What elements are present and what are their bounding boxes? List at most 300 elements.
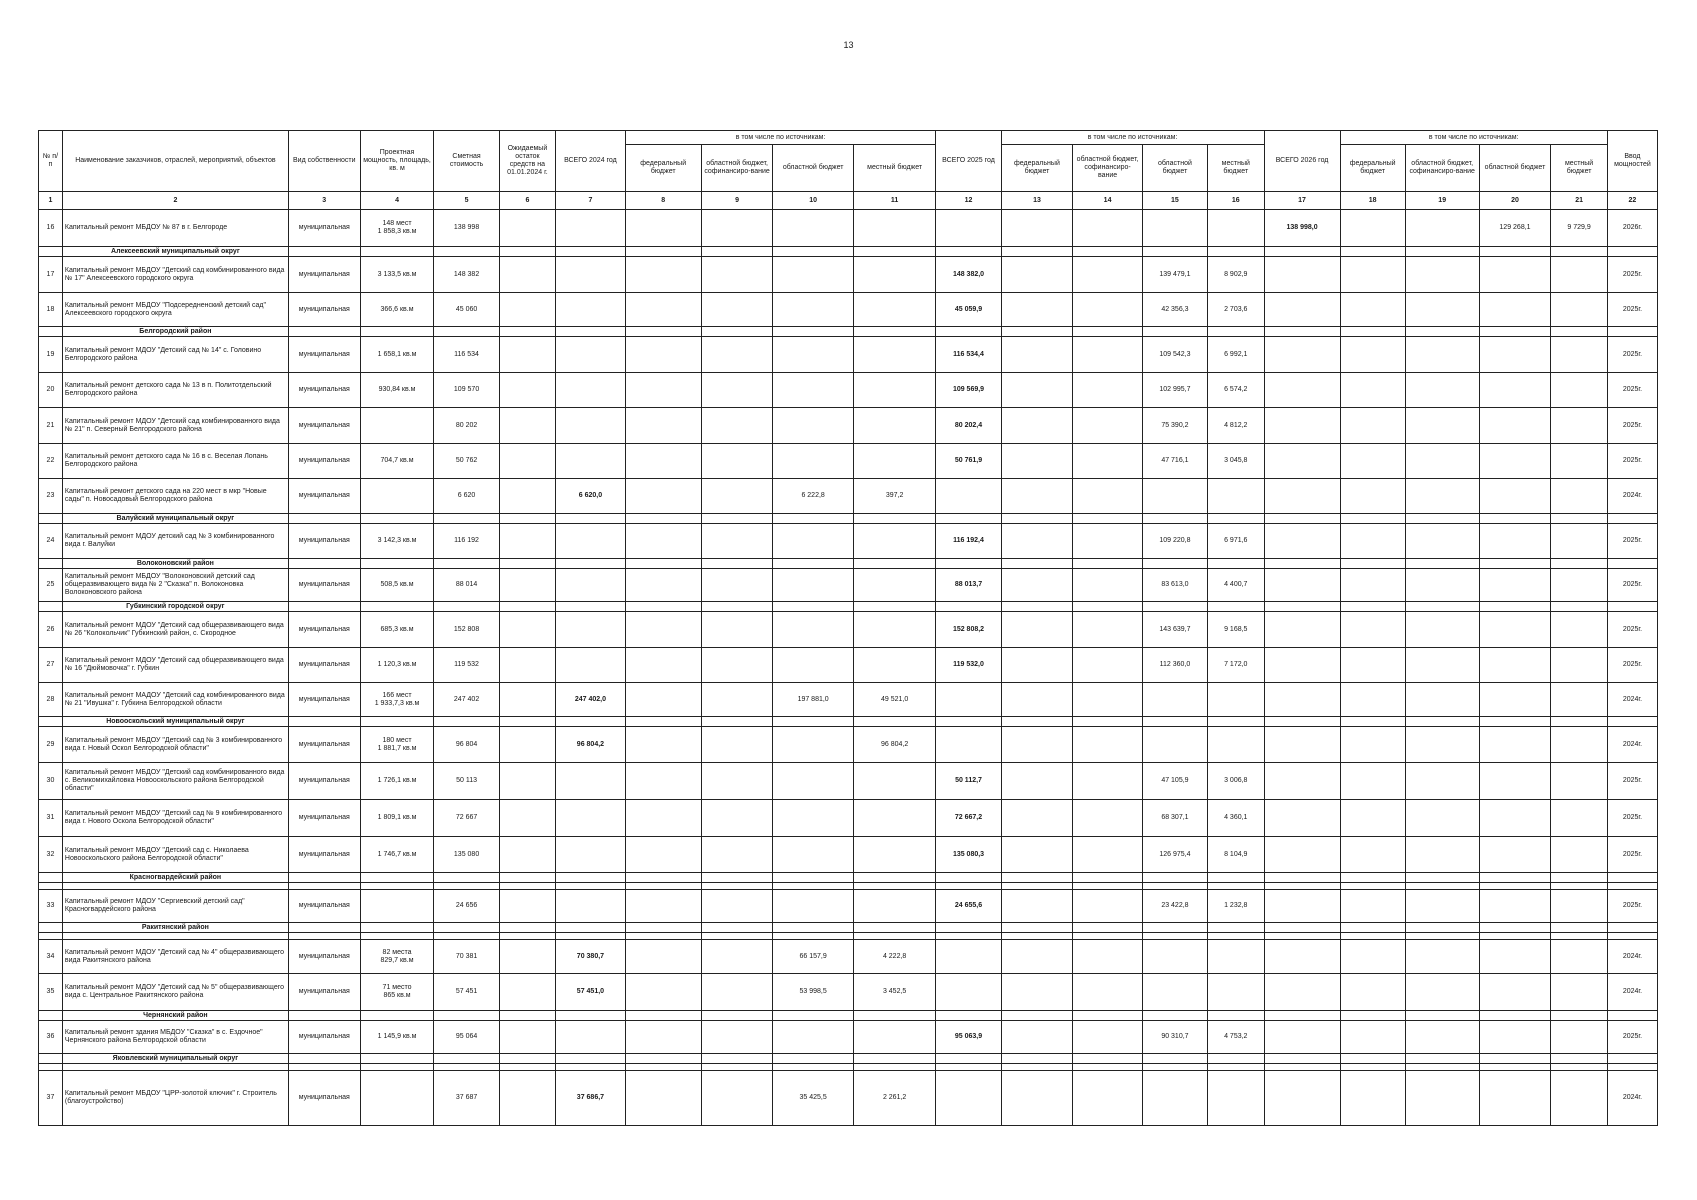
column-number: 22: [1607, 192, 1657, 210]
oblast-2026: [1479, 1021, 1551, 1054]
local-2024: 4 222,8: [853, 940, 936, 974]
federal-2025-header: федеральный бюджет: [1001, 145, 1073, 192]
federal-2026: [1340, 1071, 1405, 1126]
section-cell: [1405, 873, 1479, 883]
commissioning-year: 2025г.: [1607, 408, 1657, 444]
federal-2026: [1340, 612, 1405, 648]
estimated-cost: 37 687: [434, 1071, 499, 1126]
section-cell: [499, 327, 556, 337]
table-row: [39, 210, 1658, 247]
oblast-2025: 126 975,4: [1142, 837, 1207, 873]
local-2026: [1551, 837, 1608, 873]
commissioning-year: 2025г.: [1607, 1021, 1657, 1054]
oblast-cofin-2026: [1405, 763, 1479, 800]
investment-table: [38, 130, 1658, 1126]
oblast-2024: [773, 648, 853, 683]
total-2026: [1264, 569, 1340, 602]
total-2025: [936, 1071, 1001, 1126]
total-2026: [1264, 444, 1340, 479]
ownership: муниципальная: [288, 800, 360, 837]
oblast-2024: [773, 337, 853, 373]
section-cell: [1340, 247, 1405, 257]
section-cell: [1405, 514, 1479, 524]
oblast-2026: [1479, 373, 1551, 408]
commissioning-year: 2026г.: [1607, 210, 1657, 247]
oblast-2024: [773, 257, 853, 293]
oblast-cofin-2024: [701, 727, 773, 763]
oblast-2025: 139 479,1: [1142, 257, 1207, 293]
section-cell: [288, 923, 360, 933]
section-cell: [773, 247, 853, 257]
section-cell: [499, 717, 556, 727]
federal-2024: [625, 890, 701, 923]
local-2025: 6 574,2: [1208, 373, 1265, 408]
oblast-cofin-2026: [1405, 524, 1479, 559]
total-2025: 148 382,0: [936, 257, 1001, 293]
section-cell: [1208, 923, 1265, 933]
remainder: [499, 974, 556, 1011]
row-number: 35: [39, 974, 63, 1011]
oblast-2025: 109 542,3: [1142, 337, 1207, 373]
table-row: [39, 800, 1658, 837]
section-cell: [434, 1054, 499, 1064]
object-name: Капитальный ремонт МДОУ "Детский сад № 4" общеразвивающего вида Ракитянского района: [62, 940, 288, 974]
section-cell: [625, 1054, 701, 1064]
section-cell: [1551, 327, 1608, 337]
local-2024: [853, 373, 936, 408]
section-cell: [288, 514, 360, 524]
oblast-2025: [1142, 974, 1207, 1011]
object-name: Капитальный ремонт МДОУ детский сад № 3 комбинированного вида г. Валуйки: [62, 524, 288, 559]
total-2025: [936, 479, 1001, 514]
remainder: [499, 683, 556, 717]
section-cell: [853, 514, 936, 524]
remainder: [499, 940, 556, 974]
local-2024: [853, 890, 936, 923]
section-row: [39, 717, 1658, 727]
spacer-cell: [1142, 933, 1207, 940]
section-cell: [1607, 514, 1657, 524]
section-cell: [288, 1054, 360, 1064]
oblast-cofin-2026: [1405, 408, 1479, 444]
section-cell: [936, 602, 1001, 612]
column-number: 11: [853, 192, 936, 210]
spacer-cell: [1405, 883, 1479, 890]
spacer-cell: [701, 933, 773, 940]
oblast-cofin-2025: [1073, 479, 1143, 514]
federal-2024: [625, 648, 701, 683]
total-2025: [936, 727, 1001, 763]
local-2024: [853, 800, 936, 837]
federal-2024: [625, 373, 701, 408]
oblast-2024: [773, 373, 853, 408]
oblast-cofin-2026: [1405, 569, 1479, 602]
section-cell: [1340, 1054, 1405, 1064]
column-number: 3: [288, 192, 360, 210]
section-cell: [556, 602, 626, 612]
section-cell: [1264, 923, 1340, 933]
object-name: Капитальный ремонт МДОУ "Детский сад комбинированного вида № 21" п. Северный Белгородского района: [62, 408, 288, 444]
local-2024: [853, 763, 936, 800]
column-number: 9: [701, 192, 773, 210]
spacer-cell: [62, 1064, 288, 1071]
spacer-cell: [1208, 933, 1265, 940]
oblast-cofin-2024: [701, 612, 773, 648]
object-name: Капитальный ремонт детского сада на 220 мест в мкр "Новые сады" п. Новосадовый Белгородского района: [62, 479, 288, 514]
section-cell: [1142, 602, 1207, 612]
local-2026: [1551, 974, 1608, 1011]
section-cell: [701, 514, 773, 524]
remainder: [499, 293, 556, 327]
section-cell: [360, 717, 434, 727]
spacer-cell: [1405, 933, 1479, 940]
oblast-2025: 109 220,8: [1142, 524, 1207, 559]
ownership: муниципальная: [288, 293, 360, 327]
section-row: [39, 559, 1658, 569]
section-cell: [1073, 602, 1143, 612]
section-cell: [1001, 327, 1073, 337]
object-name: Капитальный ремонт МАДОУ "Детский сад комбинированного вида № 21 "Ивушка" г. Губкина Белгородской области: [62, 683, 288, 717]
total-2024: [556, 210, 626, 247]
spacer-cell: [1264, 883, 1340, 890]
section-cell: [936, 873, 1001, 883]
spacer-cell: [625, 1064, 701, 1071]
row-number: 34: [39, 940, 63, 974]
oblast-cofin-2026: [1405, 612, 1479, 648]
total-2026: [1264, 612, 1340, 648]
total-2026: [1264, 257, 1340, 293]
row-number: 29: [39, 727, 63, 763]
federal-2025: [1001, 257, 1073, 293]
section-cell: [1479, 1054, 1551, 1064]
local-2024: [853, 1021, 936, 1054]
section-title: Губкинский городской округ: [62, 602, 288, 612]
oblast-cofin-2026: [1405, 940, 1479, 974]
section-cell: [39, 559, 63, 569]
spacer-cell: [499, 883, 556, 890]
spacer-cell: [62, 933, 288, 940]
federal-2026: [1340, 974, 1405, 1011]
section-cell: [1264, 1011, 1340, 1021]
capacity: 366,6 кв.м: [360, 293, 434, 327]
oblast-cofin-2026: [1405, 257, 1479, 293]
oblast-2025: 47 105,9: [1142, 763, 1207, 800]
estimated-cost: 72 667: [434, 800, 499, 837]
oblast-2026: [1479, 569, 1551, 602]
oblast-cofin-2024: [701, 444, 773, 479]
section-cell: [1142, 514, 1207, 524]
section-cell: [936, 717, 1001, 727]
table-row: [39, 444, 1658, 479]
table-row: [39, 293, 1658, 327]
section-cell: [1479, 602, 1551, 612]
commissioning-year: 2025г.: [1607, 569, 1657, 602]
federal-2026-header: федеральный бюджет: [1340, 145, 1405, 192]
section-cell: [1142, 873, 1207, 883]
section-cell: [1405, 1011, 1479, 1021]
table-row: [39, 940, 1658, 974]
section-cell: [1001, 1054, 1073, 1064]
ownership: муниципальная: [288, 612, 360, 648]
row-number: 20: [39, 373, 63, 408]
spacer-row: [39, 883, 1658, 890]
oblast-cofin-2026: [1405, 648, 1479, 683]
section-cell: [39, 327, 63, 337]
total-2025: 119 532,0: [936, 648, 1001, 683]
section-cell: [1208, 717, 1265, 727]
oblast-cofin-2025: [1073, 612, 1143, 648]
section-cell: [625, 327, 701, 337]
oblast-cofin-2024: [701, 837, 773, 873]
federal-2025: [1001, 479, 1073, 514]
capacity: 1 726,1 кв.м: [360, 763, 434, 800]
remainder: [499, 763, 556, 800]
oblast-2025: 23 422,8: [1142, 890, 1207, 923]
oblast-2025: 112 360,0: [1142, 648, 1207, 683]
section-cell: [39, 514, 63, 524]
col-name-header: Наименование заказчиков, отраслей, мероприятий, объектов: [62, 131, 288, 192]
federal-2025: [1001, 1071, 1073, 1126]
section-cell: [1405, 327, 1479, 337]
total-2025: 135 080,3: [936, 837, 1001, 873]
federal-2024: [625, 569, 701, 602]
ownership: муниципальная: [288, 337, 360, 373]
section-cell: [1551, 1054, 1608, 1064]
section-cell: [434, 1011, 499, 1021]
capacity: [360, 890, 434, 923]
total-2024: [556, 337, 626, 373]
section-cell: [556, 327, 626, 337]
object-name: Капитальный ремонт детского сада № 13 в п. Политотдельский Белгородского района: [62, 373, 288, 408]
table-row: [39, 524, 1658, 559]
total-2025: [936, 210, 1001, 247]
section-cell: [434, 923, 499, 933]
spacer-cell: [853, 933, 936, 940]
commissioning-year: 2024г.: [1607, 683, 1657, 717]
section-row: [39, 514, 1658, 524]
section-cell: [1001, 602, 1073, 612]
table-row: [39, 569, 1658, 602]
section-cell: [1142, 559, 1207, 569]
col-commissioning-header: Ввод мощностей: [1607, 131, 1657, 192]
federal-2025: [1001, 890, 1073, 923]
section-cell: [701, 602, 773, 612]
local-2025: 7 172,0: [1208, 648, 1265, 683]
oblast-2026: [1479, 763, 1551, 800]
section-row: [39, 247, 1658, 257]
total-2025: 45 059,9: [936, 293, 1001, 327]
section-cell: [1142, 717, 1207, 727]
section-cell: [39, 923, 63, 933]
spacer-cell: [1264, 1064, 1340, 1071]
estimated-cost: 152 808: [434, 612, 499, 648]
table-row: [39, 612, 1658, 648]
table-row: [39, 1021, 1658, 1054]
ownership: муниципальная: [288, 524, 360, 559]
object-name: Капитальный ремонт МДОУ "Детский сад общеразвивающего вида № 26 "Колокольчик" Губкинский район, с. Скородное: [62, 612, 288, 648]
spacer-row: [39, 1064, 1658, 1071]
local-2024: [853, 837, 936, 873]
section-title: Новооскольский муниципальный округ: [62, 717, 288, 727]
spacer-cell: [360, 883, 434, 890]
section-row: [39, 327, 1658, 337]
oblast-2024: [773, 837, 853, 873]
section-cell: [499, 1054, 556, 1064]
federal-2025: [1001, 444, 1073, 479]
oblast-cofin-2024: [701, 479, 773, 514]
section-cell: [360, 559, 434, 569]
ownership: муниципальная: [288, 257, 360, 293]
oblast-cofin-2024: [701, 940, 773, 974]
col-total-2026-header: ВСЕГО 2026 год: [1264, 131, 1340, 192]
federal-2025: [1001, 210, 1073, 247]
commissioning-year: 2024г.: [1607, 1071, 1657, 1126]
total-2026: 138 998,0: [1264, 210, 1340, 247]
local-2026: [1551, 293, 1608, 327]
total-2025: 50 761,9: [936, 444, 1001, 479]
remainder: [499, 408, 556, 444]
column-number: 16: [1208, 192, 1265, 210]
local-2026: [1551, 940, 1608, 974]
oblast-cofin-2025: [1073, 683, 1143, 717]
local-2026: [1551, 257, 1608, 293]
spacer-cell: [1001, 883, 1073, 890]
local-2025: 6 992,1: [1208, 337, 1265, 373]
column-number: 15: [1142, 192, 1207, 210]
oblast-2024: [773, 763, 853, 800]
total-2025: 50 112,7: [936, 763, 1001, 800]
table-row: [39, 1071, 1658, 1126]
section-cell: [1264, 514, 1340, 524]
section-cell: [360, 327, 434, 337]
oblast-cofin-2025: [1073, 408, 1143, 444]
federal-2026: [1340, 763, 1405, 800]
spacer-cell: [1405, 1064, 1479, 1071]
commissioning-year: 2024г.: [1607, 479, 1657, 514]
oblast-2024: [773, 890, 853, 923]
section-cell: [1607, 602, 1657, 612]
estimated-cost: 24 656: [434, 890, 499, 923]
table-row: [39, 479, 1658, 514]
section-cell: [1001, 559, 1073, 569]
total-2024: [556, 524, 626, 559]
federal-2024: [625, 612, 701, 648]
federal-2026: [1340, 800, 1405, 837]
section-cell: [936, 1011, 1001, 1021]
capacity: 1 145,9 кв.м: [360, 1021, 434, 1054]
table-row: [39, 337, 1658, 373]
oblast-2026-header: областной бюджет: [1479, 145, 1551, 192]
capacity: 1 746,7 кв.м: [360, 837, 434, 873]
row-number: 30: [39, 763, 63, 800]
local-2026: [1551, 1071, 1608, 1126]
section-cell: [1551, 247, 1608, 257]
total-2026: [1264, 800, 1340, 837]
col-total-2024-header: ВСЕГО 2024 год: [556, 131, 626, 192]
oblast-2024: [773, 444, 853, 479]
capacity: 930,84 кв.м: [360, 373, 434, 408]
section-cell: [288, 247, 360, 257]
section-cell: [701, 247, 773, 257]
section-cell: [360, 923, 434, 933]
local-2026: [1551, 444, 1608, 479]
commissioning-year: 2025г.: [1607, 648, 1657, 683]
column-number: 7: [556, 192, 626, 210]
ownership: муниципальная: [288, 940, 360, 974]
section-cell: [853, 923, 936, 933]
federal-2025: [1001, 293, 1073, 327]
spacer-cell: [1551, 883, 1608, 890]
local-2025: [1208, 727, 1265, 763]
section-cell: [1405, 923, 1479, 933]
federal-2026: [1340, 837, 1405, 873]
spacer-cell: [773, 1064, 853, 1071]
total-2024: 37 686,7: [556, 1071, 626, 1126]
capacity: 82 места 829,7 кв.м: [360, 940, 434, 974]
section-cell: [434, 873, 499, 883]
section-cell: [1340, 717, 1405, 727]
total-2026: [1264, 683, 1340, 717]
object-name: Капитальный ремонт МДОУ "Детский сад № 5" общеразвивающего вида с. Центральное Ракитянского района: [62, 974, 288, 1011]
estimated-cost: 50 762: [434, 444, 499, 479]
total-2026: [1264, 940, 1340, 974]
oblast-cofin-2025: [1073, 444, 1143, 479]
section-cell: [936, 559, 1001, 569]
object-name: Капитальный ремонт детского сада № 16 в с. Веселая Лопань Белгородского района: [62, 444, 288, 479]
section-cell: [39, 247, 63, 257]
local-2026: [1551, 683, 1608, 717]
col-number-header: № п/п: [39, 131, 63, 192]
section-cell: [625, 559, 701, 569]
spacer-cell: [1142, 1064, 1207, 1071]
section-title: Чернянский район: [62, 1011, 288, 1021]
object-name: Капитальный ремонт МДОУ "Детский сад № 14" с. Головино Белгородского района: [62, 337, 288, 373]
remainder: [499, 890, 556, 923]
oblast-2025: 75 390,2: [1142, 408, 1207, 444]
section-cell: [499, 602, 556, 612]
spacer-cell: [499, 1064, 556, 1071]
section-cell: [1001, 717, 1073, 727]
section-cell: [360, 1054, 434, 1064]
oblast-cofin-2024: [701, 337, 773, 373]
section-cell: [773, 602, 853, 612]
oblast-2024: [773, 800, 853, 837]
federal-2025: [1001, 569, 1073, 602]
column-number: 12: [936, 192, 1001, 210]
federal-2024: [625, 727, 701, 763]
federal-2025: [1001, 524, 1073, 559]
section-cell: [499, 559, 556, 569]
row-number: 19: [39, 337, 63, 373]
section-title: Валуйский муниципальный округ: [62, 514, 288, 524]
section-cell: [1607, 327, 1657, 337]
column-number: 1: [39, 192, 63, 210]
section-cell: [1405, 717, 1479, 727]
section-cell: [288, 1011, 360, 1021]
local-2025: [1208, 210, 1265, 247]
federal-2024: [625, 837, 701, 873]
federal-2025: [1001, 1021, 1073, 1054]
local-2026: [1551, 569, 1608, 602]
ownership: муниципальная: [288, 1021, 360, 1054]
oblast-cofin-2026-header: областной бюджет, софинансиро-вание: [1405, 145, 1479, 192]
federal-2026: [1340, 524, 1405, 559]
total-2024: 247 402,0: [556, 683, 626, 717]
section-cell: [1551, 514, 1608, 524]
local-2026: [1551, 800, 1608, 837]
federal-2026: [1340, 727, 1405, 763]
federal-2026: [1340, 683, 1405, 717]
